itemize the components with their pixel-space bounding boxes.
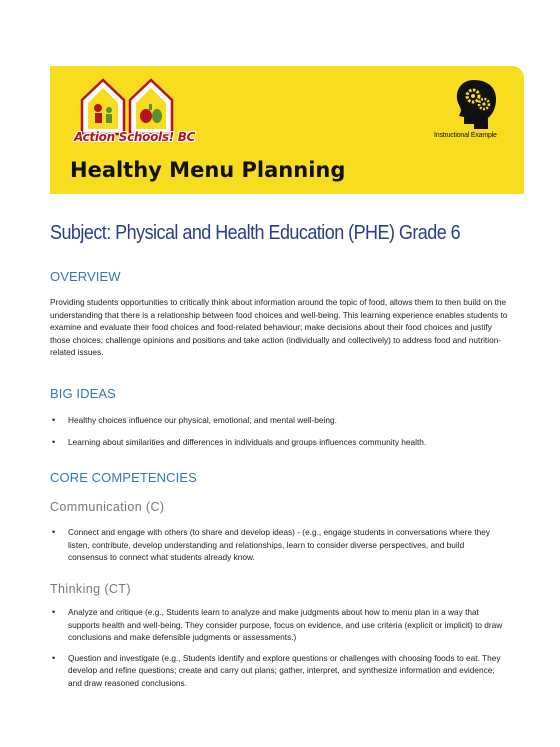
header-banner: [50, 66, 524, 194]
list-item: • Healthy choices influence our physical, emotional, and mental well-being.: [50, 414, 505, 427]
big-ideas-list: [50, 414, 505, 448]
head-gears-icon: [454, 78, 498, 130]
overview-text: Providing students opportunities to critically think about information around the topic of food, allows them to then build on the understanding that there is a relationship between food choices and well-being. This learning experience enables students to examine and evaluate their food choices and food-related behaviour; make decisions about their food choices and justify those choices; challenge opinions and positions and take action (individually and collectively) to address food and nutrition-related issues.: [50, 297, 508, 358]
communication-list: [50, 526, 505, 564]
list-item: • Connect and engage with others (to share and develop ideas) - (e.g., engage students in conversations where they listen, contribute, develop understanding and relationships, learn to consider diverse perspectives, and build consensus to connect what students already know.: [50, 526, 505, 564]
big-ideas-heading: BIG IDEAS: [50, 386, 116, 401]
overview-heading: OVERVIEW: [50, 269, 121, 284]
thinking-list: [50, 606, 505, 690]
subject-heading: Subject: Physical and Health Education (PHE) Grade 6: [50, 222, 461, 244]
page-title: Healthy Menu Planning: [70, 158, 346, 182]
list-item: • Learning about similarities and differences in individuals and groups influences community health.: [50, 436, 505, 449]
action-schools-logo-icon: [80, 76, 176, 138]
instructional-example-label: Instructional Example: [434, 132, 497, 139]
core-competencies-heading: CORE COMPETENCIES: [50, 470, 197, 485]
thinking-heading: Thinking (CT): [50, 582, 131, 596]
list-item: • Analyze and critique (e.g., Students learn to analyze and make judgments about how to menu plan in a way that supports health and well-being. They consider purpose, focus on evidence, and use criteria (explicit or implicit) to draw conclusions and make defensible judgments or assessments.): [50, 606, 505, 644]
communication-heading: Communication (C): [50, 500, 165, 514]
logo-text: Action Schools! BC: [74, 130, 196, 144]
list-item: • Question and investigate (e.g., Students identify and explore questions or challenges with choosing foods to eat. They develop and refine questions; create and carry out plans; gather, interpret, and synthesize information and evidence; and draw reasoned conclusions.: [50, 652, 505, 690]
